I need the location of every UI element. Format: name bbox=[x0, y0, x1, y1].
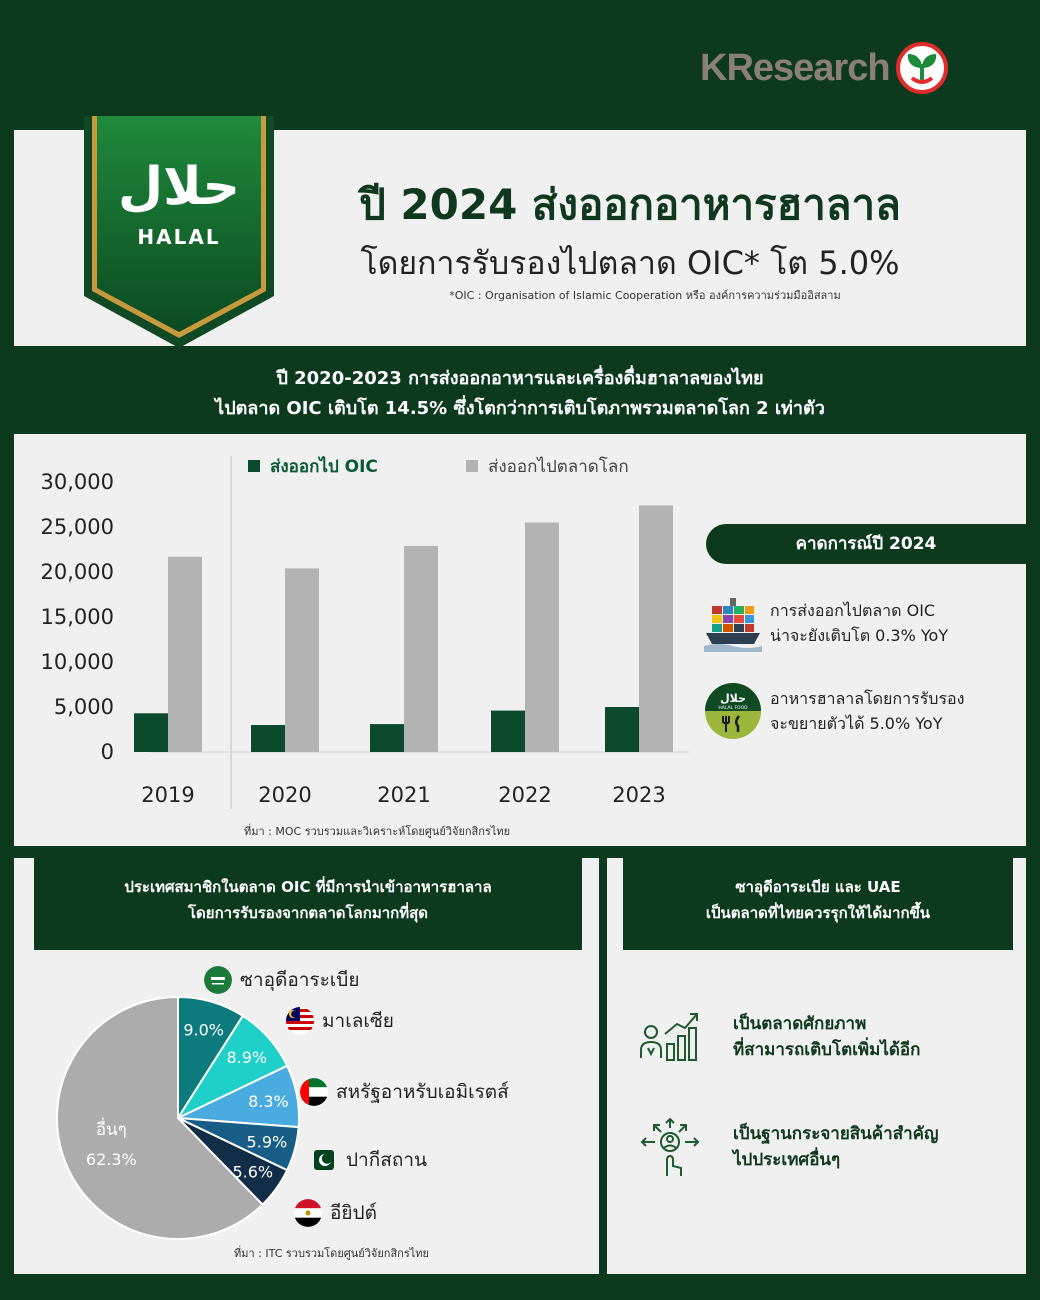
legend-swatch bbox=[466, 460, 478, 472]
pie-chart-source: ที่มา : ITC รวบรวมโดยศูนย์วิจัยกสิกรไทย bbox=[234, 1247, 429, 1260]
export-bar-chart bbox=[14, 434, 704, 824]
pie-value-label: 9.0% bbox=[183, 1020, 224, 1040]
bar-oic bbox=[491, 711, 525, 752]
y-tick-label: 0 bbox=[100, 740, 114, 764]
reason-potential-line2: ที่สามารถเติบโตเพิ่มได้อีก bbox=[733, 1040, 921, 1060]
x-tick-label: 2022 bbox=[498, 783, 552, 807]
distribution-hub-icon bbox=[637, 1114, 703, 1180]
country-label-malaysia: มาเลเซีย bbox=[322, 1010, 394, 1032]
pie-chart-panel bbox=[14, 858, 599, 1274]
y-tick-label: 10,000 bbox=[40, 650, 114, 674]
x-tick-label: 2019 bbox=[141, 783, 195, 807]
pie-value-label: 8.9% bbox=[226, 1047, 268, 1067]
forecast-item-halal bbox=[704, 682, 964, 740]
reason-hub-line1: เป็นฐานกระจายสินค้าสำคัญ bbox=[733, 1124, 939, 1144]
saudi-flag-icon bbox=[204, 966, 232, 994]
bar-world bbox=[168, 557, 202, 752]
page-subtitle: โดยการรับรองไปตลาด OIC* โต 5.0% bbox=[360, 244, 900, 282]
x-tick-label: 2021 bbox=[377, 783, 431, 807]
legend-label: ส่งออกไปตลาดโลก bbox=[488, 457, 629, 477]
badge-label: HALAL bbox=[137, 225, 221, 249]
target-markets-header bbox=[623, 858, 1013, 950]
kasikorn-leaf-icon bbox=[896, 42, 948, 94]
forecast-halal-line1: อาหารฮาลาลโดยการรับรอง bbox=[770, 689, 965, 708]
forecast-title: คาดการณ์ปี 2024 bbox=[706, 524, 1026, 564]
y-tick-label: 20,000 bbox=[40, 560, 114, 584]
country-label-egypt: อียิปต์ bbox=[330, 1202, 377, 1224]
halal-food-arabic: حلال bbox=[720, 692, 746, 705]
pakistan-flag-icon bbox=[310, 1146, 338, 1174]
reason-distribution-hub bbox=[637, 1114, 939, 1180]
forecast-oic-line1: การส่งออกไปตลาด OIC bbox=[770, 601, 936, 620]
bar-chart-source: ที่มา : MOC รวบรวมและวิเคราะห์โดยศูนย์วิจัยกสิกรไทย bbox=[244, 825, 511, 838]
section-header-line2: ไปตลาด OIC เติบโต 14.5% ซึ่งโตกว่าการเติบโตภาพรวมตลาดโลก 2 เท่าตัว bbox=[215, 398, 825, 419]
y-tick-label: 15,000 bbox=[40, 605, 114, 629]
pie-panel-title-line1: ประเทศสมาชิกในตลาด OIC ที่มีการนำเข้าอาหารฮาลาล bbox=[124, 878, 492, 896]
bar-oic bbox=[134, 713, 168, 752]
country-saudi-arabia bbox=[204, 965, 360, 995]
forecast-oic-line2: น่าจะยังเติบโต 0.3% YoY bbox=[770, 626, 949, 645]
halal-badge bbox=[84, 116, 274, 348]
bar-world bbox=[404, 546, 438, 752]
bar-chart-panel bbox=[14, 434, 1026, 846]
country-label-uae: สหรัฐอาหรับเอมิเรตส์ bbox=[336, 1081, 509, 1103]
bar-oic bbox=[605, 707, 639, 752]
y-tick-label: 30,000 bbox=[40, 470, 114, 494]
growth-chart-person-icon bbox=[637, 1004, 703, 1070]
brand-name: KResearch bbox=[700, 46, 890, 89]
section-header-line1: ปี 2020-2023 การส่งออกอาหารและเครื่องดื่มฮาลาลของไทย bbox=[276, 368, 764, 389]
pie-value-label: 5.6% bbox=[232, 1162, 274, 1182]
oic-footnote: *OIC : Organisation of Islamic Cooperation หรือ องค์การความร่วมมืออิสลาม bbox=[449, 289, 841, 302]
country-label-pakistan: ปากีสถาน bbox=[346, 1149, 427, 1171]
pie-value-label: 5.9% bbox=[246, 1132, 288, 1152]
forecast-halal-line2: จะขยายตัวได้ 5.0% YoY bbox=[770, 714, 943, 733]
target-markets-panel bbox=[607, 858, 1026, 1274]
bar-oic bbox=[251, 725, 285, 752]
page-title: ปี 2024 ส่งออกอาหารฮาลาล bbox=[359, 180, 901, 229]
badge-arabic-text: حلال bbox=[117, 157, 241, 217]
brand-logo bbox=[700, 38, 965, 98]
country-malaysia bbox=[286, 1006, 394, 1036]
x-tick-label: 2023 bbox=[612, 783, 666, 807]
country-pakistan bbox=[310, 1145, 427, 1175]
pie-other-label: อื่นๆ bbox=[95, 1120, 127, 1141]
reason-potential-line1: เป็นตลาดศักยภาพ bbox=[733, 1014, 867, 1034]
y-tick-label: 25,000 bbox=[40, 515, 114, 539]
y-tick-label: 5,000 bbox=[53, 695, 114, 719]
pie-value-label: 8.3% bbox=[248, 1092, 289, 1112]
country-egypt bbox=[294, 1198, 377, 1228]
section-header bbox=[0, 352, 1040, 432]
x-tick-label: 2020 bbox=[258, 783, 312, 807]
malaysia-flag-icon bbox=[286, 1007, 314, 1035]
bar-world bbox=[285, 568, 319, 752]
halal-food-icon bbox=[704, 682, 762, 740]
egypt-flag-icon bbox=[294, 1199, 322, 1227]
legend-swatch bbox=[248, 460, 260, 472]
bar-world bbox=[525, 523, 559, 753]
cargo-ship-icon bbox=[704, 594, 762, 652]
target-markets-title-line2: เป็นตลาดที่ไทยควรรุกให้ได้มากขึ้น bbox=[705, 904, 931, 922]
country-label-saudi: ซาอุดีอาระเบีย bbox=[240, 969, 360, 991]
legend-label: ส่งออกไป OIC bbox=[270, 457, 378, 477]
bar-oic bbox=[370, 724, 404, 752]
country-uae bbox=[300, 1077, 509, 1107]
target-markets-title-line1: ซาอุดีอาระเบีย และ UAE bbox=[735, 878, 901, 896]
uae-flag-icon bbox=[300, 1078, 328, 1106]
forecast-item-oic bbox=[704, 594, 948, 652]
reason-hub-line2: ไปประเทศอื่นๆ bbox=[733, 1150, 841, 1170]
reason-potential-market bbox=[637, 1004, 920, 1070]
pie-value-label: 62.3% bbox=[85, 1150, 137, 1170]
halal-food-label: HALAL FOOD bbox=[718, 706, 748, 711]
bar-world bbox=[639, 505, 673, 752]
pie-panel-title-line2: โดยการรับรองจากตลาดโลกมากที่สุด bbox=[187, 904, 428, 922]
